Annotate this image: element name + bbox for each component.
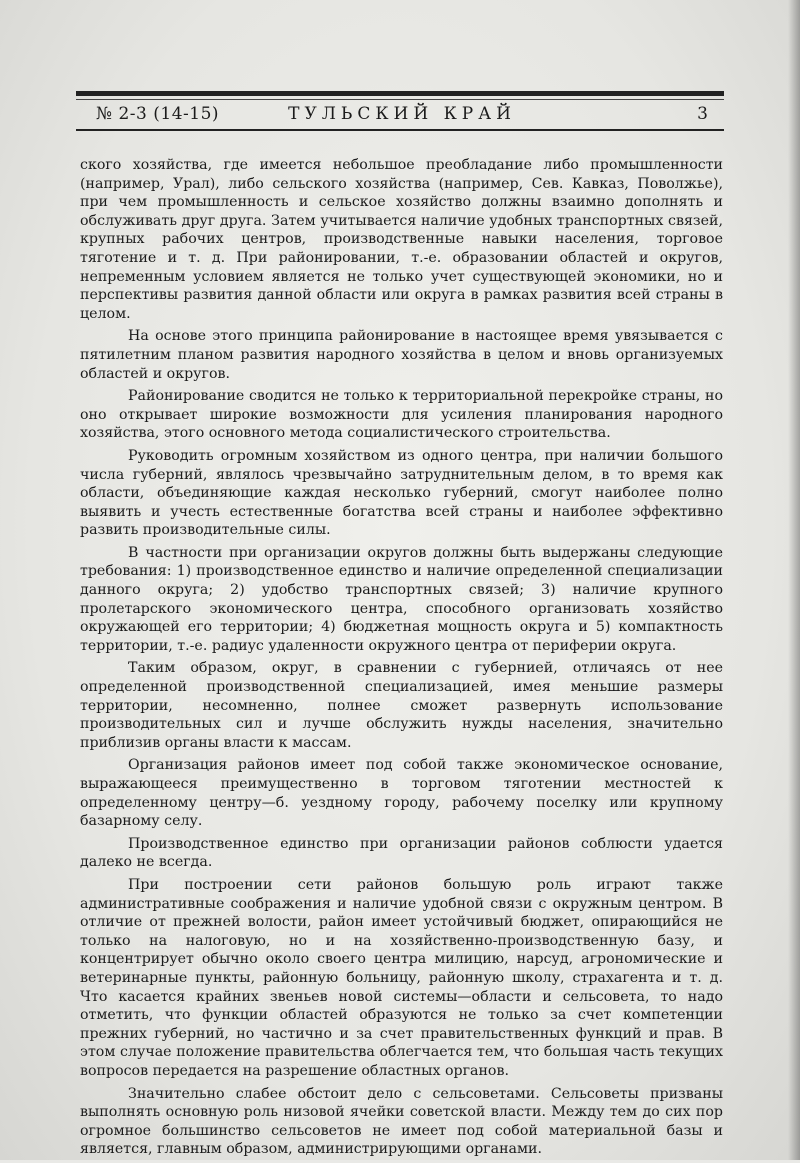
page-number: 3 bbox=[697, 104, 708, 124]
paragraph: Таким образом, округ, в сравнении с губернией, отличаясь от нее определенной производственной специализацией, имея меньшие размеры территории, несомненно, полнее сможет развернуть использование производительных сил и лучше обслужить нужды населения, значительно приблизив органы власти к массам. bbox=[80, 660, 723, 751]
paragraph: Производственное единство при организации районов соблюсти удается далеко не всегда. bbox=[80, 835, 723, 871]
article-body bbox=[80, 156, 723, 1163]
paragraph: На основе этого принципа районирование в настоящее время увязывается с пятилетним планом развития народного хозяйства в целом и вновь организуемых областей и округов. bbox=[80, 328, 723, 382]
paragraph: Районирование сводится не только к территориальной перекройке страны, но оно открывает широкие возможности для усиления планирования народного хозяйства, этого основного метода социалистического строительства. bbox=[80, 388, 723, 442]
header-rule-top bbox=[76, 91, 724, 96]
paragraph: Значительно слабее обстоит дело с сельсоветами. Сельсоветы призваны выполнять основную роль низовой ячейки советской власти. Между тем до сих пор огромное большинство сельсоветов не имеет под собой материальной базы и является, главным образом, администрирующими органами. bbox=[80, 1085, 723, 1158]
issue-number: № 2-3 (14-15) bbox=[96, 104, 220, 124]
paragraph: При построении сети районов большую роль играют также административные соображения и наличие удобной связи с окружным центром. В отличие от прежней волости, район имеет устойчивый бюджет, опирающийся не только на налоговую, но и на хозяйственно-производственную базу, и концентрирует обычно около своего центра милицию, нарсуд, агрономические и ветеринарные пункты, районную больницу, районную школу, страхагента и т. д. Что касается крайних звеньев новой системы—области и сельсовета, то надо отметить, что функции областей образуются не только за счет компетенции прежних губерний, но частично и за счет правительственных функций и прав. В этом случае положение правительства облегчается тем, что большая часть текущих вопросов передается на разрешение областных органов. bbox=[80, 876, 723, 1079]
header-rule-thin bbox=[76, 99, 724, 100]
paragraph: Организация районов имеет под собой также экономическое основание, выражающееся преимущественно в торговом тяготении местностей к определенному центру—б. уездному городу, рабочему поселку или крупному базарному селу. bbox=[80, 757, 723, 830]
paragraph: Руководить огромным хозяйством из одного центра, при наличии большого числа губерний, являлось чрезвычайно затруднительным делом, в то время как области, объединяющие каждая несколько губерний, смогут наиболее полно выявить и учесть естественные богатства всей страны и наиболее эффективно развить производительные силы. bbox=[80, 447, 723, 539]
header-rule-bottom bbox=[76, 129, 724, 131]
journal-title: ТУЛЬСКИЙ КРАЙ bbox=[288, 104, 516, 124]
paragraph: ского хозяйства, где имеется небольшое преобладание либо промышленности (например, Урал), либо сельского хозяйства (например, Сев. Кавказ, Поволжье), при чем промышленность и сельское хозяйство должны взаимно дополнять и обслуживать друг друга. Затем учитывается наличие удобных транспортных связей, крупных рабочих центров, производственные навыки населения, торговое тяготение и т. д. При районировании, т.-е. образовании областей и округов, непременным условием является не только учет существующей экономики, но и перспективы развития данной области или округа в рамках развития всей страны в целом. bbox=[80, 157, 723, 322]
paragraph: В частности при организации округов должны быть выдержаны следующие требования: 1) производственное единство и наличие определенной специализации данного округа; 2) удобство транспортных связей; 3) наличие крупного пролетарского экономического центра, способного организовать хозяйство окружающей его территории; 4) бюджетная мощность округа и 5) компактность территории, т.-е. радиус удаленности окружного центра от периферии округа. bbox=[80, 544, 723, 654]
scan-edge-shadow bbox=[788, 0, 800, 1160]
running-header bbox=[96, 104, 708, 128]
